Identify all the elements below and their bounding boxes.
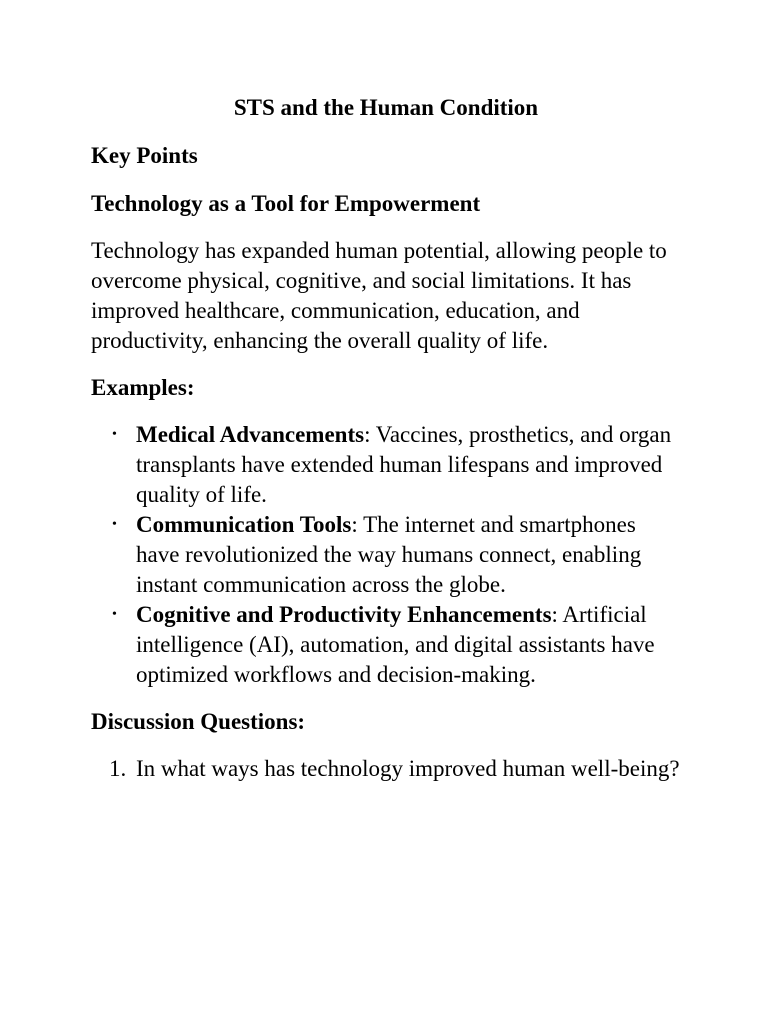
list-item xyxy=(109,754,681,784)
example-term: Communication Tools xyxy=(136,512,352,537)
document-body xyxy=(91,92,681,784)
document-title: STS and the Human Condition xyxy=(233,95,539,120)
example-separator: : xyxy=(364,422,371,447)
examples-list xyxy=(91,420,681,690)
key-points-heading: Key Points xyxy=(91,143,198,168)
example-separator: : xyxy=(351,512,358,537)
example-term: Cognitive and Productivity Enhancements xyxy=(136,602,552,627)
example-text: The internet and smartphones have revolutionized the way humans connect, enabling instant communication across the globe. xyxy=(136,512,642,597)
example-text: Artificial intelligence (AI), automation, and digital assistants have optimized workflows and decision-making. xyxy=(136,602,655,687)
list-item xyxy=(112,600,681,690)
example-separator: : xyxy=(551,602,558,627)
discussion-questions-heading: Discussion Questions: xyxy=(91,709,306,734)
example-text: Vaccines, prosthetics, and organ transplants have extended human lifespans and improved quality of life. xyxy=(136,422,672,507)
list-item xyxy=(112,510,681,600)
section-heading: Technology as a Tool for Empowerment xyxy=(91,191,481,216)
bullet-icon: • xyxy=(112,517,117,532)
question-number: 1. xyxy=(109,756,127,781)
intro-paragraph: Technology has expanded human potential, allowing people to overcome physical, cognitive, and social limitations. It has improved healthcare, communication, education, and productivity, enhancing the overall quality of life. xyxy=(91,238,667,353)
bullet-icon: • xyxy=(112,427,117,442)
bullet-icon: • xyxy=(112,607,117,622)
example-term: Medical Advancements xyxy=(136,422,365,447)
examples-heading: Examples: xyxy=(91,375,195,400)
question-text: In what ways has technology improved human well-being? xyxy=(136,756,680,781)
list-item xyxy=(112,420,681,510)
questions-list xyxy=(91,754,681,784)
